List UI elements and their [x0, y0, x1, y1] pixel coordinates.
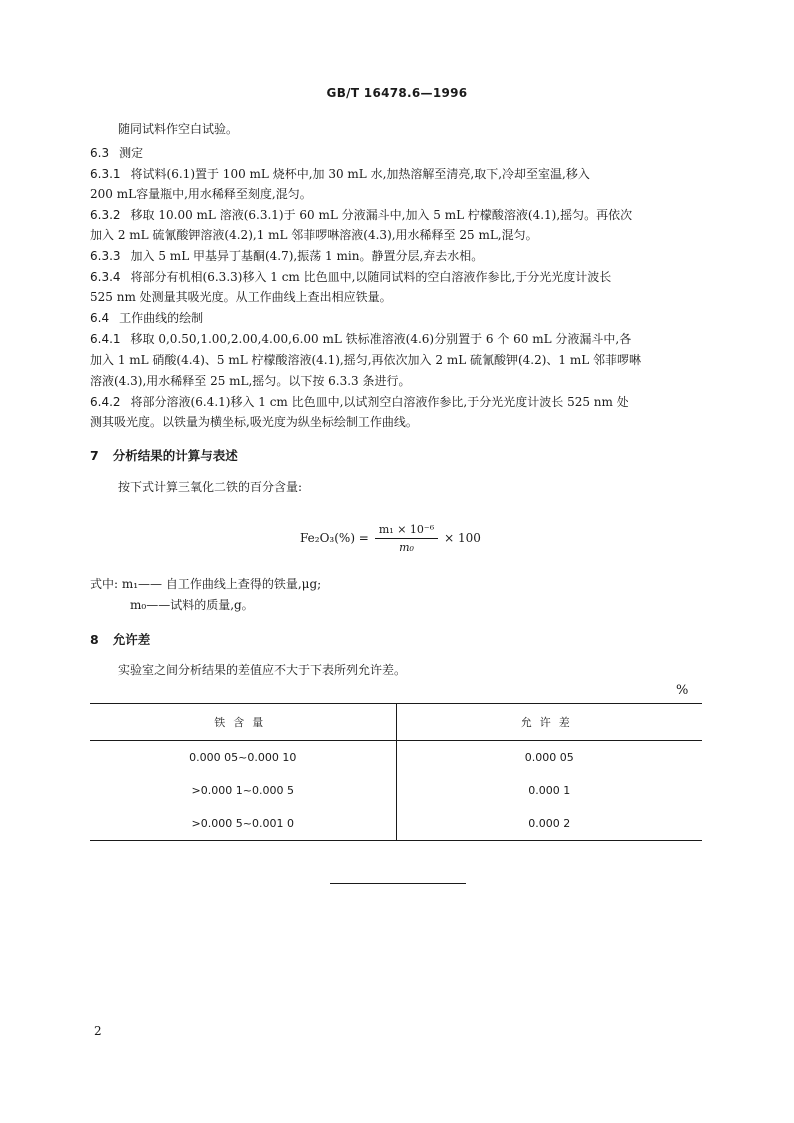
formula-numerator: m₁ × 10⁻⁶ — [375, 523, 438, 539]
table-cell: 0.000 05 — [524, 751, 574, 764]
text-line: 测其吸光度。以铁量为横坐标,吸光度为纵坐标绘制工作曲线。 — [90, 415, 418, 429]
table-header-iron-content: 铁含量 — [90, 704, 396, 741]
text-line: 6.3.4 将部分有机相(6.3.3)移入 1 cm 比色皿中,以随同试料的空白溶液作参比,于分光光度计波长 — [90, 270, 612, 284]
text-line: 525 nm 处测量其吸光度。从工作曲线上查出相应铁量。 — [90, 290, 392, 304]
text-line: 6.4.2 将部分溶液(6.4.1)移入 1 cm 比色皿中,以试剂空白溶液作参比,于分光光度计波长 525 nm 处 — [90, 395, 629, 409]
table-cell: 0.000 05~0.000 10 — [90, 741, 396, 775]
section-7-intro: 按下式计算三氧化二铁的百分含量: — [118, 480, 303, 494]
table-row — [90, 807, 702, 841]
formula — [300, 518, 481, 558]
section-7-heading: 7 分析结果的计算与表述 — [90, 448, 238, 463]
table-cell: 0.000 2 — [528, 817, 571, 830]
table-cell: >0.000 5~0.001 0 — [90, 807, 396, 841]
formula-lhs: Fe₂O₃(%) = — [300, 531, 369, 545]
table-cell: >0.000 1~0.000 5 — [90, 774, 396, 807]
formula-fraction — [375, 523, 438, 554]
text-line: 加入 2 mL 硫氰酸钾溶液(4.2),1 mL 邻菲啰啉溶液(4.3),用水稀释至 25 mL,混匀。 — [90, 228, 538, 242]
text-line: 随同试料作空白试验。 — [118, 122, 239, 136]
text-line: 加入 1 mL 硝酸(4.4)、5 mL 柠檬酸溶液(4.1),摇匀,再依次加入 2 mL 硫氰酸钾(4.2)、1 mL 邻菲啰啉 — [90, 353, 642, 367]
page-header: GB/T 16478.6—1996 — [326, 86, 468, 100]
section-8-intro: 实验室之间分析结果的差值应不大于下表所列允许差。 — [118, 663, 407, 677]
table-header-tolerance: 允许差 — [520, 716, 578, 729]
table-row — [90, 741, 702, 775]
table-header-row — [90, 704, 702, 741]
text-line: 6.4.1 移取 0,0.50,1.00,2.00,4.00,6.00 mL 铁标准溶液(4.6)分别置于 6 个 60 mL 分液漏斗中,各 — [90, 332, 632, 346]
text-line: 溶液(4.3),用水稀释至 25 mL,摇匀。以下按 6.3.3 条进行。 — [90, 374, 411, 388]
table-unit-label: % — [676, 683, 689, 698]
formula-legend-line: 式中: m₁—— 自工作曲线上查得的铁量,μg; — [90, 577, 322, 591]
formula-denominator: m₀ — [399, 540, 414, 554]
text-line: 6.3.1 将试料(6.1)置于 100 mL 烧杯中,加 30 mL 水,加热溶解至清亮,取下,冷却至室温,移入 — [90, 167, 590, 181]
page-number: 2 — [94, 1024, 102, 1038]
section-heading-6-4: 6.4 工作曲线的绘制 — [90, 311, 204, 325]
section-8-heading: 8 允许差 — [90, 632, 151, 647]
tolerance-table — [90, 703, 702, 841]
text-line: 6.3.3 加入 5 mL 甲基异丁基酮(4.7),振荡 1 min。静置分层,弃去水相。 — [90, 249, 484, 263]
formula-legend-line: m₀——试料的质量,g。 — [130, 598, 254, 612]
table-row — [90, 774, 702, 807]
table-cell: 0.000 1 — [528, 784, 571, 797]
end-of-document-rule — [330, 883, 466, 884]
text-line: 6.3.2 移取 10.00 mL 溶液(6.3.1)于 60 mL 分液漏斗中,加入 5 mL 柠檬酸溶液(4.1),摇匀。再依次 — [90, 208, 633, 222]
text-line: 200 mL容量瓶中,用水稀释至刻度,混匀。 — [90, 187, 312, 201]
formula-rhs: × 100 — [444, 531, 481, 545]
section-heading-6-3: 6.3 测定 — [90, 146, 144, 160]
